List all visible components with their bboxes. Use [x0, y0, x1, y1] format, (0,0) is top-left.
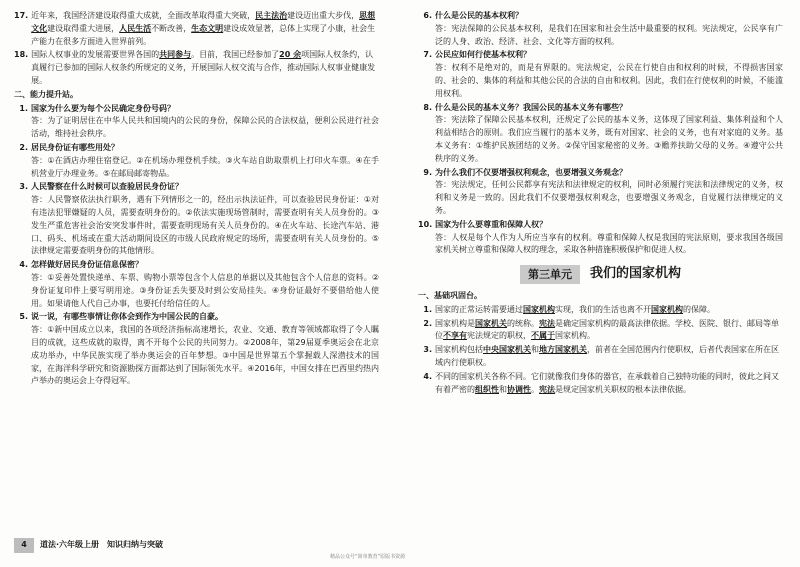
left-column: [14, 10, 379, 389]
text-segment: 。目前，我国已经参加了: [191, 50, 280, 60]
item-17: [14, 10, 379, 48]
answer-text: 答：人权是每个人作为人所应当享有的权利。尊重和保障人权是我国的宪法原则，要求我国各级国家机关树立尊重和保障人权的理念，采取各种措施积极保护和促进人权。: [435, 232, 783, 255]
answer-text: 答：为了证明居住在中华人民共和国境内的公民的身份，保障公民的合法权益，便利公民进行社会活动，维持社会秩序。: [31, 116, 379, 139]
text-segment: 国际人权事业的发展需要世界各国的: [31, 50, 160, 60]
basic-item: [418, 318, 783, 344]
text-segment: 国家的正常运转需要通过: [435, 304, 523, 314]
question: [418, 102, 783, 115]
text-segment: 和: [499, 384, 507, 394]
question-number: 10.: [418, 219, 433, 229]
basic-item: [418, 344, 783, 370]
answer-text: 答：①妥善处置快递单、车票、购物小票等包含个人信息的单据以及其他包含个人信息的资料。②身份证复印件上要写明用途。③身份证丢失要及时到公安局挂失。④身份证最好不要借给他人使用。如果请他人代自己办事，也要托付给信任的人。: [31, 272, 379, 308]
item-number: 1.: [423, 304, 432, 314]
answer-text: 答：人民警察依法执行职务，遇有下列情形之一的，经出示执法证件，可以查验居民身份证：①对有违法犯罪嫌疑的人员，需要查明身份的。②依法实施现场管制时，需要查明有关人员身份的。③发生严重危害社会治安突发事件时，需要查明现场有关人员身份的。④在火车站、长途汽车站、港口、码头、机场或在重大活动期间设区的市级人民政府规定的场所，需要查明有关人员身份的。⑤法律规定需要查明身份的其他情形。: [31, 195, 379, 256]
question-text: 说一说，有哪些事情让你体会到作为中国公民的自豪。: [31, 312, 223, 322]
basic-item-text: [435, 371, 783, 397]
underlined-answer: 国家机构: [651, 304, 683, 314]
text-segment: 建设迈出重大步伐，: [287, 11, 360, 20]
unit-header: [418, 264, 783, 285]
text-segment: ，前者在全国范围内行使职权，后者代表国家在所在区域内行使职权。: [435, 345, 779, 367]
answer-text: 答：宪法规定，任何公民都享有宪法和法律规定的权利，同时必须履行宪法和法律规定的义务，权利和义务是一致的。因此我们不仅要增强权利观念，也要增强义务观念，自觉履行法律规定的义务。: [435, 180, 783, 215]
question: [418, 167, 783, 180]
text-segment: 。: [531, 384, 539, 394]
underlined-answer: 民主法治: [255, 11, 288, 20]
question-number: 6.: [423, 11, 432, 20]
footnote: 精品公众号“简单教育”原版书资源: [330, 554, 406, 560]
text-segment: 国家机构是: [435, 318, 475, 328]
underlined-answer: 协调性: [507, 384, 531, 394]
basic-item-text: [435, 318, 783, 344]
question-text: 公民应如何行使基本权利？: [435, 50, 531, 60]
question-text: 什么是公民的基本权利？: [435, 11, 523, 20]
question: [418, 49, 783, 62]
question-text: 国家为什么要为每个公民确定身份号码？: [31, 103, 175, 113]
basic-item-text: [435, 304, 783, 317]
answer-text: 答：①新中国成立以来，我国的各项经济指标高速增长，农业、交通、教育等领域都取得了令人瞩目的成就，这些成就的取得，离不开每个公民的共同努力。②2008年，第29届夏季奥运会在北京成功举办，中华民族实现了举办奥运会的百年梦想。③中国是世界第五个掌握载人深潜技术的国家，在海洋科学研究和资源勘探方面都达到了国际领先水平。④2016年，中国女排在巴西里约热内卢举办的奥运会上夺得冠军。: [31, 325, 379, 386]
question-text: 人民警察在什么时候可以查验居民身份证？: [31, 182, 183, 192]
underlined-answer: 国家机构: [523, 304, 555, 314]
question-number: 7.: [423, 50, 432, 60]
book-title: 道法·六年级上册 知识归纳与突破: [40, 540, 164, 550]
page-footer: [14, 538, 163, 553]
item-18-text: [31, 49, 379, 87]
item-number: 4.: [423, 371, 432, 381]
answer-text: 答：①在酒店办理住宿登记。②在机场办理登机手续。③火车站自助取票机上打印火车票。④在手机营业厅办理业务。⑤在邮局邮寄物品。: [31, 155, 379, 178]
underlined-answer: 国家机关: [475, 318, 507, 328]
question-text: 怎样做好居民身份证信息保密？: [31, 260, 143, 270]
question: [418, 219, 783, 232]
item-number: 3.: [423, 345, 432, 355]
text-segment: 建设成效显著，总体上实现了小康，社会生产能力在很多方面进入世界前列。: [31, 23, 376, 46]
underlined-answer: 人民生活: [119, 23, 152, 33]
question: [14, 311, 379, 324]
section-heading-basic: 一、基础巩固台。: [418, 290, 482, 300]
question: [14, 259, 379, 272]
text-segment: 项国际人权条约，认真履行已参加的国际人权条约所规定的义务，开展国际人权交流与合作，推动国际人权事业健康发展。: [31, 50, 376, 85]
underlined-answer: 地方国家机关: [539, 345, 587, 355]
unit-title: 我们的国家机构: [589, 266, 681, 282]
basic-list: [418, 304, 783, 397]
question: [14, 181, 379, 194]
question-text: 居民身份证有哪些用处？: [31, 142, 119, 152]
question-text: 国家为什么要尊重和保障人权？: [435, 219, 548, 229]
section-heading-ability: 二、能力提升站。: [14, 89, 78, 99]
answer-text: 答：宪法保障的公民基本权利，是我们在国家和社会生活中最重要的权利。宪法规定，公民享有广泛的人身、政治、经济、社会、文化等方面的权利。: [435, 23, 783, 46]
basic-item-text: [435, 344, 783, 370]
underlined-answer: 组织性: [475, 384, 499, 394]
item-number: 18.: [14, 50, 29, 60]
text-segment: 国家机构包括: [435, 345, 483, 355]
right-qa-list: [418, 10, 783, 257]
question-number: 3.: [19, 182, 28, 192]
text-segment: 不断改善，: [151, 23, 192, 33]
text-segment: 是确定国家机构的最高法律依据。学校、医院、银行、邮局等单位: [435, 318, 779, 341]
item-17-text: [31, 10, 379, 48]
question-number: 5.: [19, 312, 28, 322]
basic-item: [418, 371, 783, 397]
text-segment: 是规定国家机关职权的根本法律依据。: [555, 384, 691, 394]
question: [14, 103, 379, 116]
underlined-answer: 共同参与: [159, 50, 192, 60]
item-number: 2.: [423, 318, 432, 328]
text-segment: 建设取得重大进展，: [47, 23, 120, 33]
basic-item: [418, 304, 783, 317]
text-segment: 的统称。: [507, 318, 539, 328]
question-number: 4.: [19, 260, 28, 270]
question-text: 为什么我们不仅要增强权利观念，也要增强义务观念？: [435, 167, 627, 177]
text-segment: 宪法规定的职权，: [467, 331, 531, 341]
underlined-answer: 不享有: [443, 331, 467, 341]
text-segment: 的保障。: [683, 304, 715, 314]
item-18: [14, 49, 379, 87]
underlined-answer: 20 余: [279, 50, 302, 60]
text-segment: 不同的国家机关各称不同。它们就像我们身体的器官，在承载着自己独特功能的同时，彼此之间又有着严密的: [435, 371, 779, 394]
unit-label: 第三单元: [520, 265, 580, 285]
text-segment: 实现，我们的生活也离不开: [555, 304, 651, 314]
text-segment: 近年来，我国经济建设取得重大成就，全面改革取得重大突破，: [31, 11, 256, 20]
right-column: [418, 10, 783, 397]
question-text: 什么是公民的基本义务？我国公民的基本义务有哪些？: [435, 102, 627, 112]
text-segment: 国家机构。: [555, 331, 595, 341]
left-qa-list: [14, 103, 379, 389]
answer-text: 答：宪法除了保障公民基本权利，还规定了公民的基本义务，这体现了国家利益、集体利益和个人利益相结合的原则。我们应当履行的基本义务，既有对国家、社会的义务，也有对家庭的义务。基本义务有：①维护民族团结的义务。②保守国家秘密的义务。③赡养扶助父母的义务。④遵守公共秩序的义务。: [435, 115, 783, 163]
item-number: 17.: [14, 11, 29, 20]
question-number: 2.: [19, 142, 28, 152]
question: [14, 142, 379, 155]
page-number: 4: [14, 538, 34, 553]
underlined-answer: 中央国家机关: [483, 345, 531, 355]
underlined-answer: 宪法: [539, 384, 555, 394]
underlined-answer: 思想文化: [31, 11, 376, 33]
question-number: 9.: [423, 167, 432, 177]
question: [418, 10, 783, 23]
underlined-answer: 宪法: [539, 318, 555, 328]
text-segment: 和: [531, 345, 539, 355]
question-number: 8.: [423, 102, 432, 112]
underlined-answer: 生态文明: [191, 23, 224, 33]
answer-text: 答：权利不是绝对的，而是有界限的。宪法规定，公民在行使自由和权利的时候，不得损害国家的、社会的、集体的利益和其他公民的合法的自由和权利。因此，我们在行使权利的时候，不能滥用权利。: [435, 63, 783, 98]
underlined-answer: 不属于: [531, 331, 555, 341]
question-number: 1.: [19, 103, 28, 113]
